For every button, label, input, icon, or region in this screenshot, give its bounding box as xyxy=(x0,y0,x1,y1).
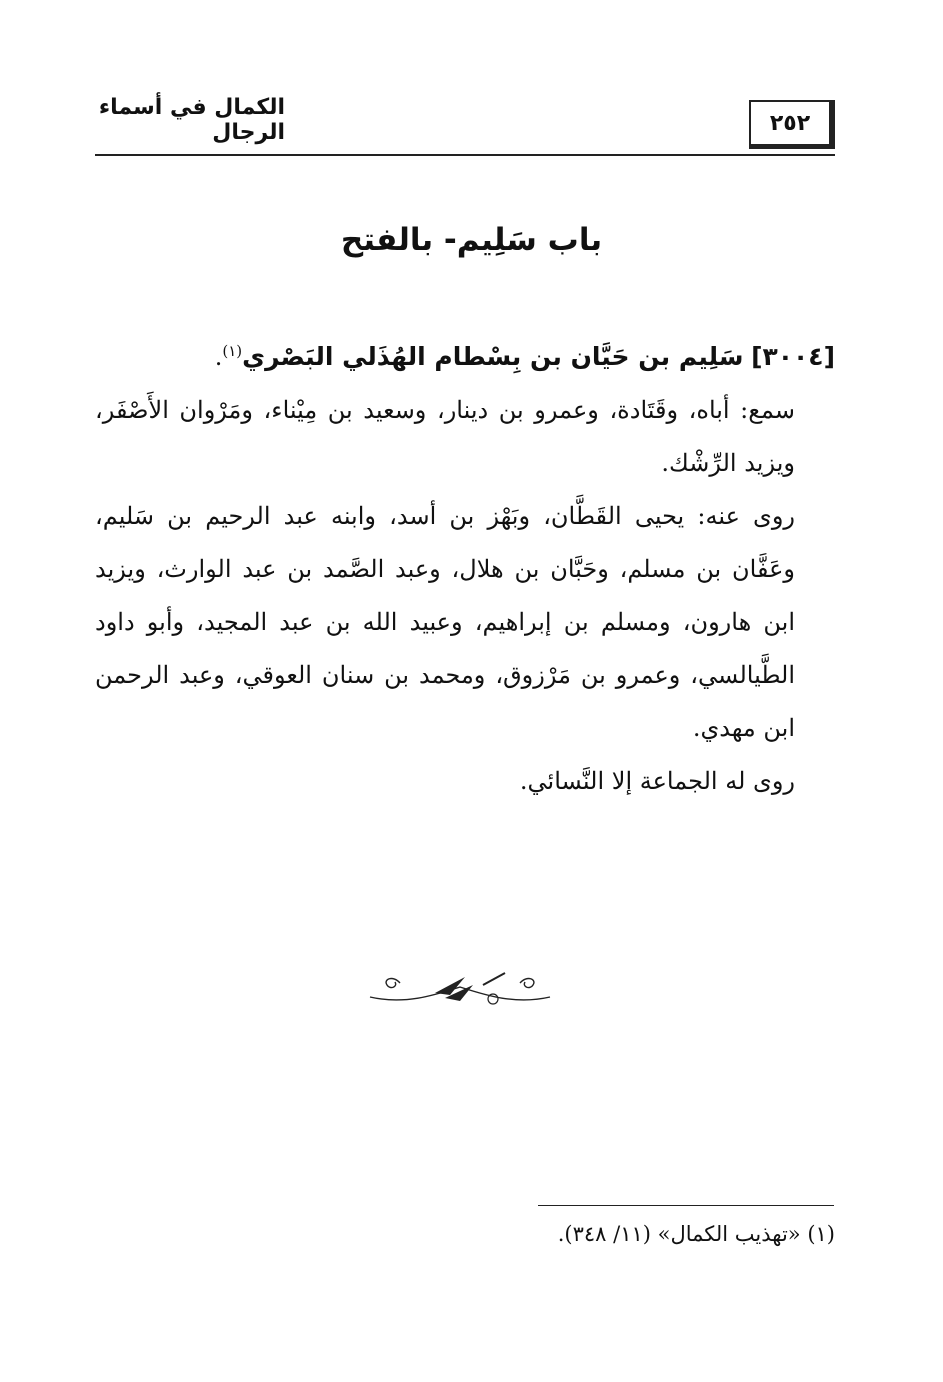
header-rule xyxy=(95,154,835,156)
page-header xyxy=(95,95,835,157)
footnote: (١) «تهذيب الكمال» (١١/ ٣٤٨). xyxy=(557,1222,835,1246)
page-number: ٢٥٢ xyxy=(749,100,835,149)
footnote-rule xyxy=(538,1205,834,1206)
entry-body xyxy=(95,330,835,808)
heard-from-paragraph: سمع: أباه، وقَتَادة، وعمرو بن دينار، وسعيد بن مِيْناء، ومَرْوان الأَصْفَر، ويزيد الرِّشْك. xyxy=(95,396,795,477)
book-title: الكمال في أسماء الرجال xyxy=(98,95,285,145)
entry-name: سَلِيم بن حَيَّان بن بِسْطام الهُذَلي البَصْري xyxy=(242,342,744,371)
chapter-heading: باب سَلِيم- بالفتح xyxy=(340,222,603,258)
entry-number: [٣٠٠٤] xyxy=(751,342,835,371)
footnote-ref: (١) xyxy=(222,342,243,360)
entry-title-line xyxy=(95,330,835,384)
narrators-paragraph: روى عنه: يحيى القَطَّان، وبَهْز بن أسد، وابنه عبد الرحيم بن سَليم، وعَفَّان بن مسلم، وحَبَّان بن هلال، وعبد الصَّمد بن عبد الوارث، ويزيد ابن هارون، ومسلم بن إبراهيم، وعبيد الله بن عبد المجيد، وأبو داود الطَّيالسي، وعمرو بن مَرْزوق، ومحمد بن سنان العوقي، وعبد الرحمن ابن مهدي. xyxy=(95,502,795,742)
entry-name-end: . xyxy=(214,343,223,371)
ornament-divider xyxy=(365,965,555,1015)
narrated-by-paragraph: روى له الجماعة إلا النَّسائي. xyxy=(519,767,795,795)
